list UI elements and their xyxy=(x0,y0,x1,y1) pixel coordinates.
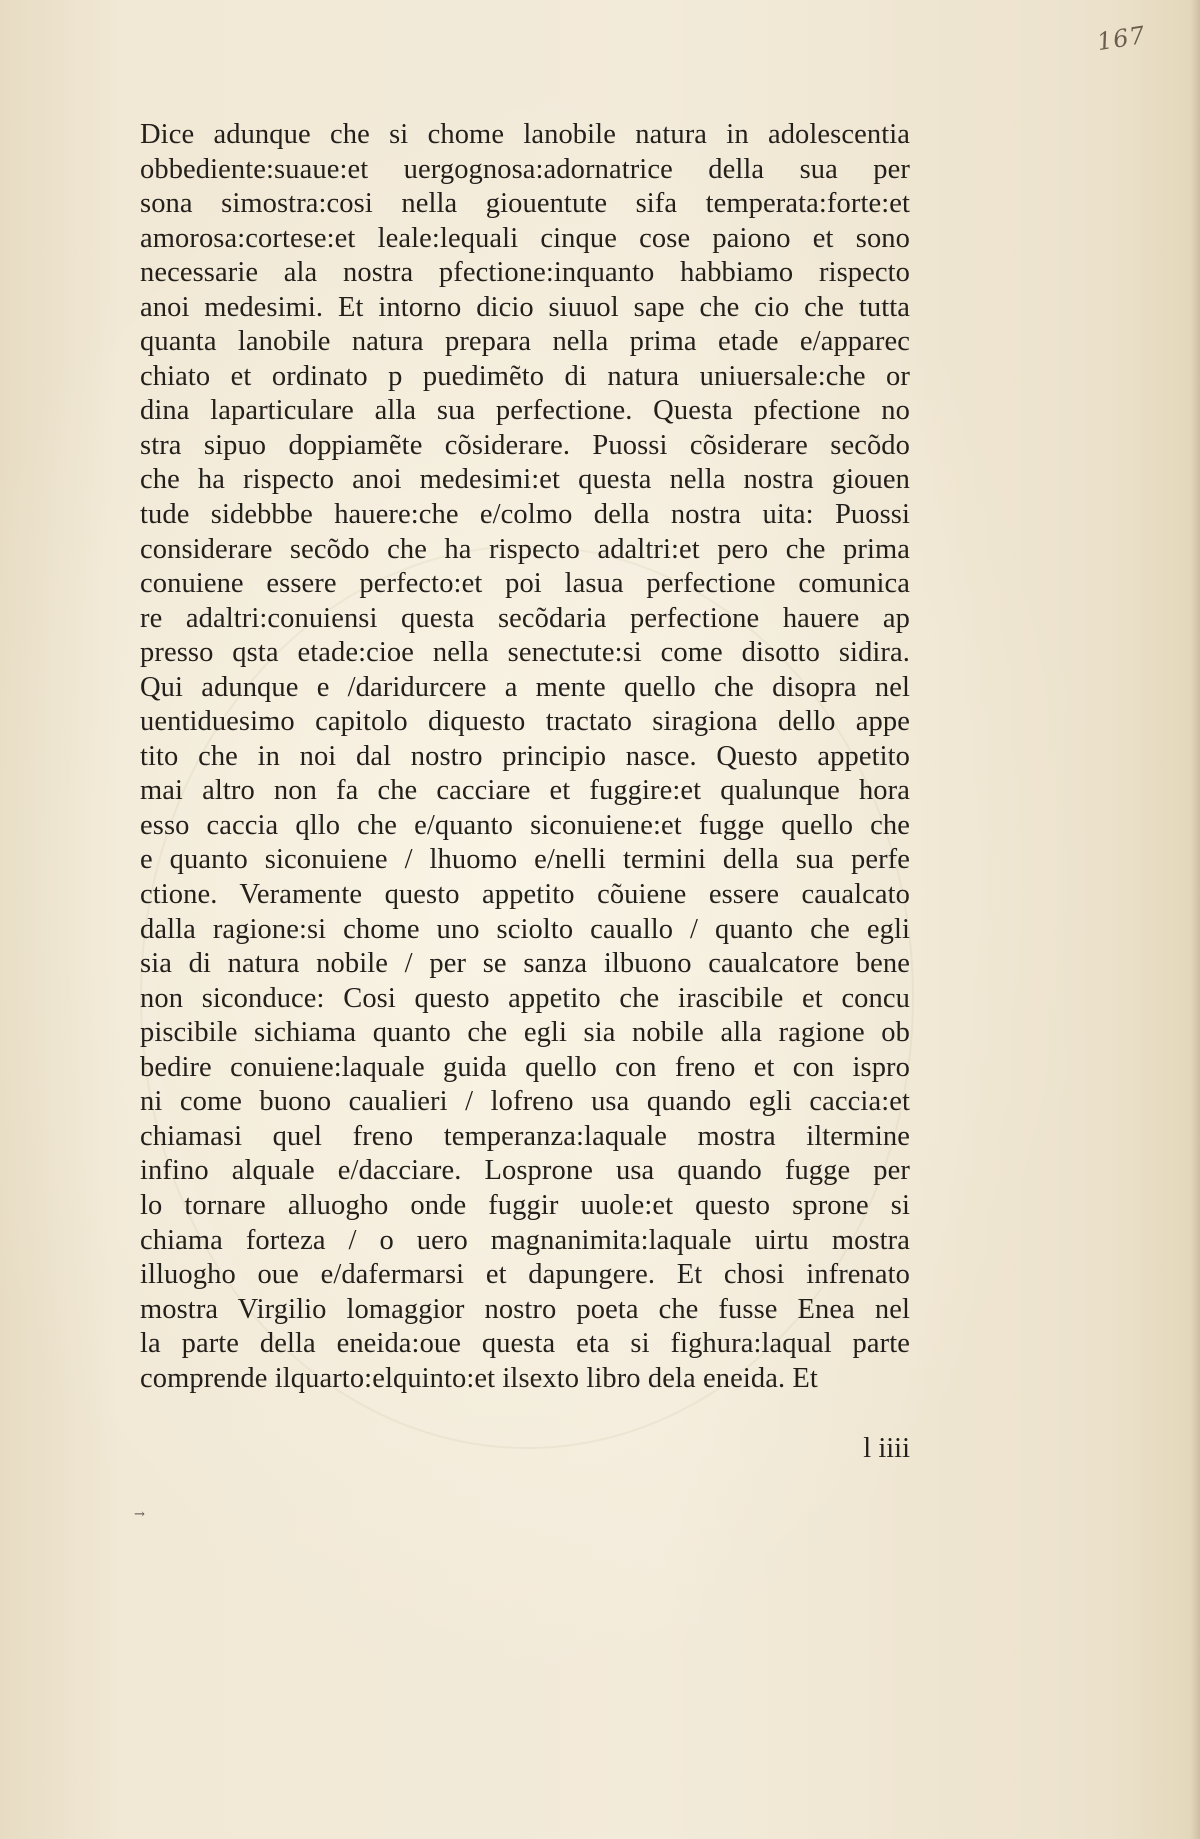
text-line: obbediente:suaue:et uergognosa:adornatrice della sua per xyxy=(140,153,910,185)
text-line: stra sipuo doppiamẽte cõsiderare. Puossi cõsiderare secõdo xyxy=(140,429,910,461)
text-line: tude sidebbbe hauere:che e/colmo della nostra uita: Puossi xyxy=(140,499,910,531)
signature-mark: l iiii xyxy=(863,1433,910,1464)
text-line: ctione. Veramente questo appetito cõuiene essere caualcato xyxy=(140,879,910,911)
text-line: quanta lanobile natura prepara nella prima etade e/apparec xyxy=(140,326,910,358)
text-line: Qui adunque e /daridurcere a mente quello che disopra nel xyxy=(140,671,910,703)
text-line: chiamasi quel freno temperanza:laquale mostra iltermine xyxy=(140,1120,910,1152)
text-line: considerare secõdo che ha rispecto adaltri:et pero che prima xyxy=(140,533,910,565)
text-line: anoi medesimi. Et intorno dicio siuuol sape che cio che tutta xyxy=(140,291,910,323)
text-line: Dice adunque che si chome lanobile natura in adolescentia xyxy=(140,119,910,150)
text-line: illuogho oue e/dafermarsi et dapungere. Et chosi infrenato xyxy=(140,1259,910,1291)
text-line: dalla ragione:si chome uno sciolto cauallo / quanto che egli xyxy=(140,913,910,945)
text-line: amorosa:cortese:et leale:lequali cinque cose paiono et sono xyxy=(140,222,910,254)
folio-number: 167 xyxy=(1095,20,1148,57)
text-line: lo tornare alluogho onde fuggir uuole:et questo sprone si xyxy=(140,1189,910,1221)
text-line: dina laparticulare alla sua perfectione. Questa pfectione no xyxy=(140,395,910,427)
text-line: presso qsta etade:cioe nella senectute:si come disotto sidira. xyxy=(140,637,910,669)
text-line: piscibile sichiama quanto che egli sia nobile alla ragione ob xyxy=(140,1017,910,1049)
text-line: e quanto siconuiene / lhuomo e/nelli termini della sua perfe xyxy=(140,844,910,876)
text-line: chiato et ordinato p puedimẽto di natura uniuersale:che or xyxy=(140,360,910,392)
text-line: mostra Virgilio lomaggior nostro poeta che fusse Enea nel xyxy=(140,1293,910,1325)
text-line: comprende ilquarto:elquinto:et ilsexto libro dela eneida. Et xyxy=(140,1362,818,1394)
text-block xyxy=(140,118,910,1396)
text-line: sona simostra:cosi nella giouentute sifa temperata:forte:et xyxy=(140,188,910,220)
text-line: necessarie ala nostra pfectione:inquanto habbiamo rispecto xyxy=(140,257,910,289)
text-line: infino alquale e/dacciare. Losprone usa quando fugge per xyxy=(140,1155,910,1187)
text-line: non siconduce: Cosi questo appetito che irascibile et concu xyxy=(140,982,910,1014)
text-line: re adaltri:conuiensi questa secõdaria perfectione hauere ap xyxy=(140,602,910,634)
text-line: chiama forteza / o uero magnanimita:laquale uirtu mostra xyxy=(140,1224,910,1256)
text-line: tito che in noi dal nostro principio nasce. Questo appetito xyxy=(140,740,910,772)
text-line: la parte della eneida:oue questa eta si fighura:laqual parte xyxy=(140,1328,910,1360)
text-line: mai altro non fa che cacciare et fuggire:et qualunque hora xyxy=(140,775,910,807)
text-line: ni come buono caualieri / lofreno usa quando egli caccia:et xyxy=(140,1086,910,1118)
text-line: uentiduesimo capitolo diquesto tractato siragiona dello appe xyxy=(140,706,910,738)
ink-arrow-mark: → xyxy=(134,1507,145,1522)
text-line: conuiene essere perfecto:et poi lasua perfectione comunica xyxy=(140,568,910,600)
text-line: sia di natura nobile / per se sanza ilbuono caualcatore bene xyxy=(140,948,910,980)
text-line: che ha rispecto anoi medesimi:et questa nella nostra giouen xyxy=(140,464,910,496)
page-edge-shadow xyxy=(1190,0,1200,1839)
text-line: bedire conuiene:laquale guida quello con freno et con ispro xyxy=(140,1051,910,1083)
text-line: esso caccia qllo che e/quanto siconuiene:et fugge quello che xyxy=(140,809,910,841)
